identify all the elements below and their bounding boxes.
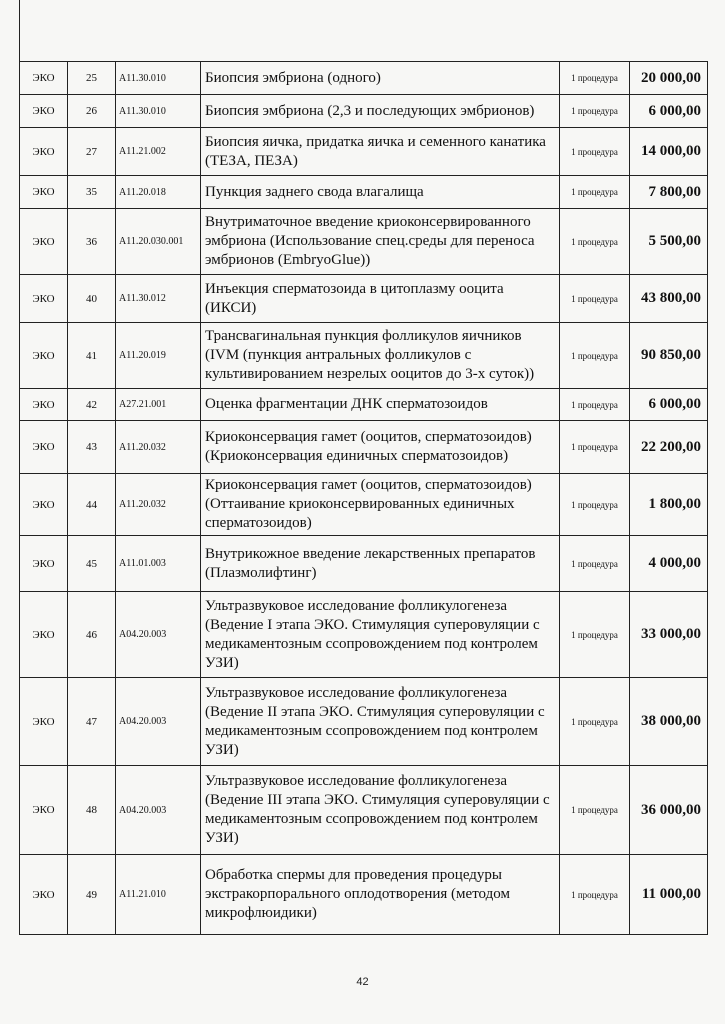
section-cell: ЭКО: [20, 592, 68, 678]
row-number-cell: 49: [68, 855, 116, 935]
row-number-cell: 25: [68, 62, 116, 95]
service-name-cell: Инъекция сперматозоида в цитоплазму ооцита (ИКСИ): [201, 275, 560, 323]
service-name-cell: Ультразвуковое исследование фолликулогенеза (Ведение I этапа ЭКО. Стимуляция суперовуляции с медикаментозным ссопровождением под контролем УЗИ): [201, 592, 560, 678]
row-number-cell: 36: [68, 209, 116, 275]
service-code-cell: A11.20.032: [116, 474, 201, 536]
unit-cell: 1 процедура: [560, 421, 630, 474]
table-row: [20, 536, 708, 592]
service-name-cell: Криоконсервация гамет (ооцитов, сперматозоидов) (Оттаивание криоконсервированных единичных сперматозоидов): [201, 474, 560, 536]
section-cell: ЭКО: [20, 536, 68, 592]
service-code-cell: A11.20.019: [116, 323, 201, 389]
section-cell: ЭКО: [20, 678, 68, 766]
section-cell: ЭКО: [20, 176, 68, 209]
price-cell: 20 000,00: [630, 62, 708, 95]
row-number-cell: 27: [68, 128, 116, 176]
unit-cell: 1 процедура: [560, 592, 630, 678]
service-code-cell: A11.20.032: [116, 421, 201, 474]
service-name-cell: Биопсия яичка, придатка яичка и семенного канатика (ТЕЗА, ПЕЗА): [201, 128, 560, 176]
price-cell: 38 000,00: [630, 678, 708, 766]
row-number-cell: 47: [68, 678, 116, 766]
unit-cell: 1 процедура: [560, 536, 630, 592]
table-row: [20, 95, 708, 128]
row-number-cell: 43: [68, 421, 116, 474]
row-number-cell: 48: [68, 766, 116, 855]
service-code-cell: A11.30.010: [116, 62, 201, 95]
price-cell: 4 000,00: [630, 536, 708, 592]
service-name-cell: Внутрикожное введение лекарственных препаратов (Плазмолифтинг): [201, 536, 560, 592]
unit-cell: 1 процедура: [560, 766, 630, 855]
service-name-cell: Трансвагинальная пункция фолликулов яичников (IVM (пункция антральных фолликулов с культивированием незрелых ооцитов до 3-х суток)): [201, 323, 560, 389]
price-cell: 11 000,00: [630, 855, 708, 935]
price-cell: 90 850,00: [630, 323, 708, 389]
table-row: [20, 474, 708, 536]
service-name-cell: Биопсия эмбриона (2,3 и последующих эмбрионов): [201, 95, 560, 128]
section-cell: ЭКО: [20, 95, 68, 128]
table-row: [20, 592, 708, 678]
service-code-cell: A27.21.001: [116, 389, 201, 421]
unit-cell: 1 процедура: [560, 389, 630, 421]
row-number-cell: 41: [68, 323, 116, 389]
service-name-cell: Криоконсервация гамет (ооцитов, сперматозоидов) (Криоконсервация единичных сперматозоидов): [201, 421, 560, 474]
service-name-cell: Ультразвуковое исследование фолликулогенеза (Ведение III этапа ЭКО. Стимуляция суперовуляции с медикаментозным ссопровождением под контролем УЗИ): [201, 766, 560, 855]
table-continuation-line: [19, 0, 20, 62]
row-number-cell: 45: [68, 536, 116, 592]
service-code-cell: A11.01.003: [116, 536, 201, 592]
unit-cell: 1 процедура: [560, 209, 630, 275]
service-code-cell: A11.30.010: [116, 95, 201, 128]
table-row: [20, 176, 708, 209]
table-row: [20, 275, 708, 323]
price-cell: 22 200,00: [630, 421, 708, 474]
section-cell: ЭКО: [20, 209, 68, 275]
price-list-table: [19, 61, 708, 935]
unit-cell: 1 процедура: [560, 128, 630, 176]
service-name-cell: Биопсия эмбриона (одного): [201, 62, 560, 95]
service-code-cell: A04.20.003: [116, 766, 201, 855]
service-code-cell: A11.21.002: [116, 128, 201, 176]
table-row: [20, 128, 708, 176]
service-code-cell: A04.20.003: [116, 678, 201, 766]
price-cell: 33 000,00: [630, 592, 708, 678]
price-cell: 14 000,00: [630, 128, 708, 176]
service-code-cell: A11.20.018: [116, 176, 201, 209]
unit-cell: 1 процедура: [560, 855, 630, 935]
row-number-cell: 35: [68, 176, 116, 209]
service-name-cell: Обработка спермы для проведения процедуры экстракорпорального оплодотворения (методом микрофлюидики): [201, 855, 560, 935]
unit-cell: 1 процедура: [560, 62, 630, 95]
section-cell: ЭКО: [20, 389, 68, 421]
table-row: [20, 209, 708, 275]
section-cell: ЭКО: [20, 62, 68, 95]
unit-cell: 1 процедура: [560, 474, 630, 536]
section-cell: ЭКО: [20, 766, 68, 855]
row-number-cell: 26: [68, 95, 116, 128]
price-cell: 6 000,00: [630, 95, 708, 128]
table-row: [20, 678, 708, 766]
service-name-cell: Внутриматочное введение криоконсервированного эмбриона (Использование спец.среды для переноса эмбрионов (EmbryoGlue)): [201, 209, 560, 275]
price-cell: 36 000,00: [630, 766, 708, 855]
section-cell: ЭКО: [20, 323, 68, 389]
table-row: [20, 62, 708, 95]
service-name-cell: Оценка фрагментации ДНК сперматозоидов: [201, 389, 560, 421]
unit-cell: 1 процедура: [560, 176, 630, 209]
price-cell: 1 800,00: [630, 474, 708, 536]
row-number-cell: 46: [68, 592, 116, 678]
service-code-cell: A11.21.010: [116, 855, 201, 935]
price-cell: 7 800,00: [630, 176, 708, 209]
unit-cell: 1 процедура: [560, 95, 630, 128]
section-cell: ЭКО: [20, 275, 68, 323]
row-number-cell: 42: [68, 389, 116, 421]
unit-cell: 1 процедура: [560, 323, 630, 389]
service-code-cell: A04.20.003: [116, 592, 201, 678]
service-code-cell: A11.30.012: [116, 275, 201, 323]
unit-cell: 1 процедура: [560, 275, 630, 323]
price-cell: 43 800,00: [630, 275, 708, 323]
section-cell: ЭКО: [20, 421, 68, 474]
section-cell: ЭКО: [20, 855, 68, 935]
service-name-cell: Пункция заднего свода влагалища: [201, 176, 560, 209]
service-name-cell: Ультразвуковое исследование фолликулогенеза (Ведение II этапа ЭКО. Стимуляция суперовуляции с медикаментозным ссопровождением под контролем УЗИ): [201, 678, 560, 766]
page-number: 42: [356, 976, 369, 988]
table-row: [20, 323, 708, 389]
table-row: [20, 421, 708, 474]
price-cell: 6 000,00: [630, 389, 708, 421]
row-number-cell: 40: [68, 275, 116, 323]
table-row: [20, 855, 708, 935]
service-code-cell: A11.20.030.001: [116, 209, 201, 275]
row-number-cell: 44: [68, 474, 116, 536]
price-cell: 5 500,00: [630, 209, 708, 275]
table-row: [20, 766, 708, 855]
unit-cell: 1 процедура: [560, 678, 630, 766]
section-cell: ЭКО: [20, 474, 68, 536]
section-cell: ЭКО: [20, 128, 68, 176]
table-row: [20, 389, 708, 421]
